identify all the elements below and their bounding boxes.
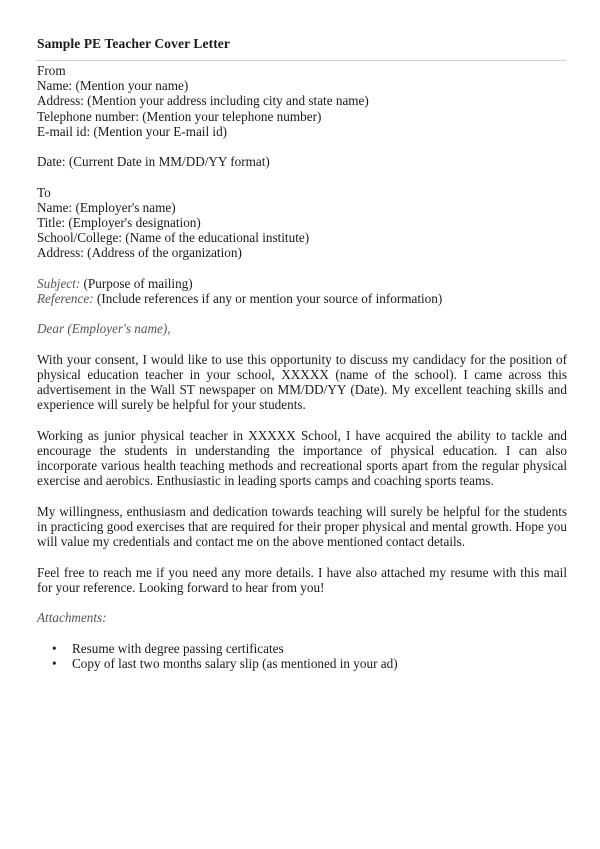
reference-text: (Include references if any or mention your source of information) bbox=[93, 291, 443, 306]
from-telephone: Telephone number: (Mention your telephone number) bbox=[37, 108, 322, 124]
body-paragraph-4: Feel free to reach me if you need any more details. I have also attached my resume with this mail for your reference. Looking forward to hear from you! bbox=[37, 564, 567, 595]
body-paragraph-2: Working as junior physical teacher in XXXXX School, I have acquired the ability to tackle and encourage the students in understanding the importance of physical education. I can also incorporate various health teaching methods and recreational sports apart from the regular physical exercise and aerobics. Enthusiastic in leading sports camps and coaching sports teams. bbox=[37, 427, 567, 489]
attachments-list bbox=[37, 641, 567, 671]
body-paragraph-3: My willingness, enthusiasm and dedication towards teaching will surely be helpful for the students in practicing good exercises that are required for their proper physical and mental growth. Hope you will value my credentials and contact me on the above mentioned contact details. bbox=[37, 503, 567, 550]
from-block bbox=[37, 63, 567, 139]
salutation: Dear (Employer's name), bbox=[37, 321, 171, 337]
reference-label: Reference: bbox=[37, 291, 94, 306]
attachments-label: Attachments: bbox=[37, 610, 107, 626]
subject-text: (Purpose of mailing) bbox=[80, 275, 193, 291]
subject-line bbox=[37, 276, 567, 291]
bullet-icon: • bbox=[52, 640, 57, 656]
to-title: Title: (Employer's designation) bbox=[37, 215, 201, 230]
list-item bbox=[37, 641, 567, 656]
date-line: Date: (Current Date in MM/DD/YY format) bbox=[37, 154, 270, 170]
bullet-icon: • bbox=[52, 655, 57, 671]
from-heading: From bbox=[37, 63, 66, 78]
attachment-item-salary-slip: Copy of last two months salary slip (as mentioned in your ad) bbox=[72, 655, 398, 671]
from-email: E-mail id: (Mention your E-mail id) bbox=[37, 123, 228, 139]
to-name: Name: (Employer's name) bbox=[37, 199, 176, 215]
attachment-item-resume: Resume with degree passing certificates bbox=[72, 640, 284, 656]
to-school: School/College: (Name of the educational institute) bbox=[37, 230, 310, 246]
body-paragraph-1: With your consent, I would like to use this opportunity to discuss my candidacy for the position of physical education teacher in your school, XXXXX (name of the school). I came across this advertisement in the Wall ST newspaper on MM/DD/YY (Date). My excellent teaching skills and experience will surely be helpful for your students. bbox=[37, 351, 567, 413]
to-address: Address: (Address of the organization) bbox=[37, 245, 242, 261]
to-heading: To bbox=[37, 184, 51, 200]
from-address: Address: (Mention your address including city and state name) bbox=[37, 93, 369, 109]
subject-label: Subject: bbox=[37, 275, 81, 291]
list-item bbox=[37, 656, 567, 671]
letter-body bbox=[37, 63, 567, 671]
to-block bbox=[37, 185, 567, 261]
from-name: Name: (Mention your name) bbox=[37, 78, 189, 94]
reference-line bbox=[37, 291, 567, 306]
title-divider bbox=[36, 60, 566, 61]
letter-title: Sample PE Teacher Cover Letter bbox=[37, 36, 230, 51]
